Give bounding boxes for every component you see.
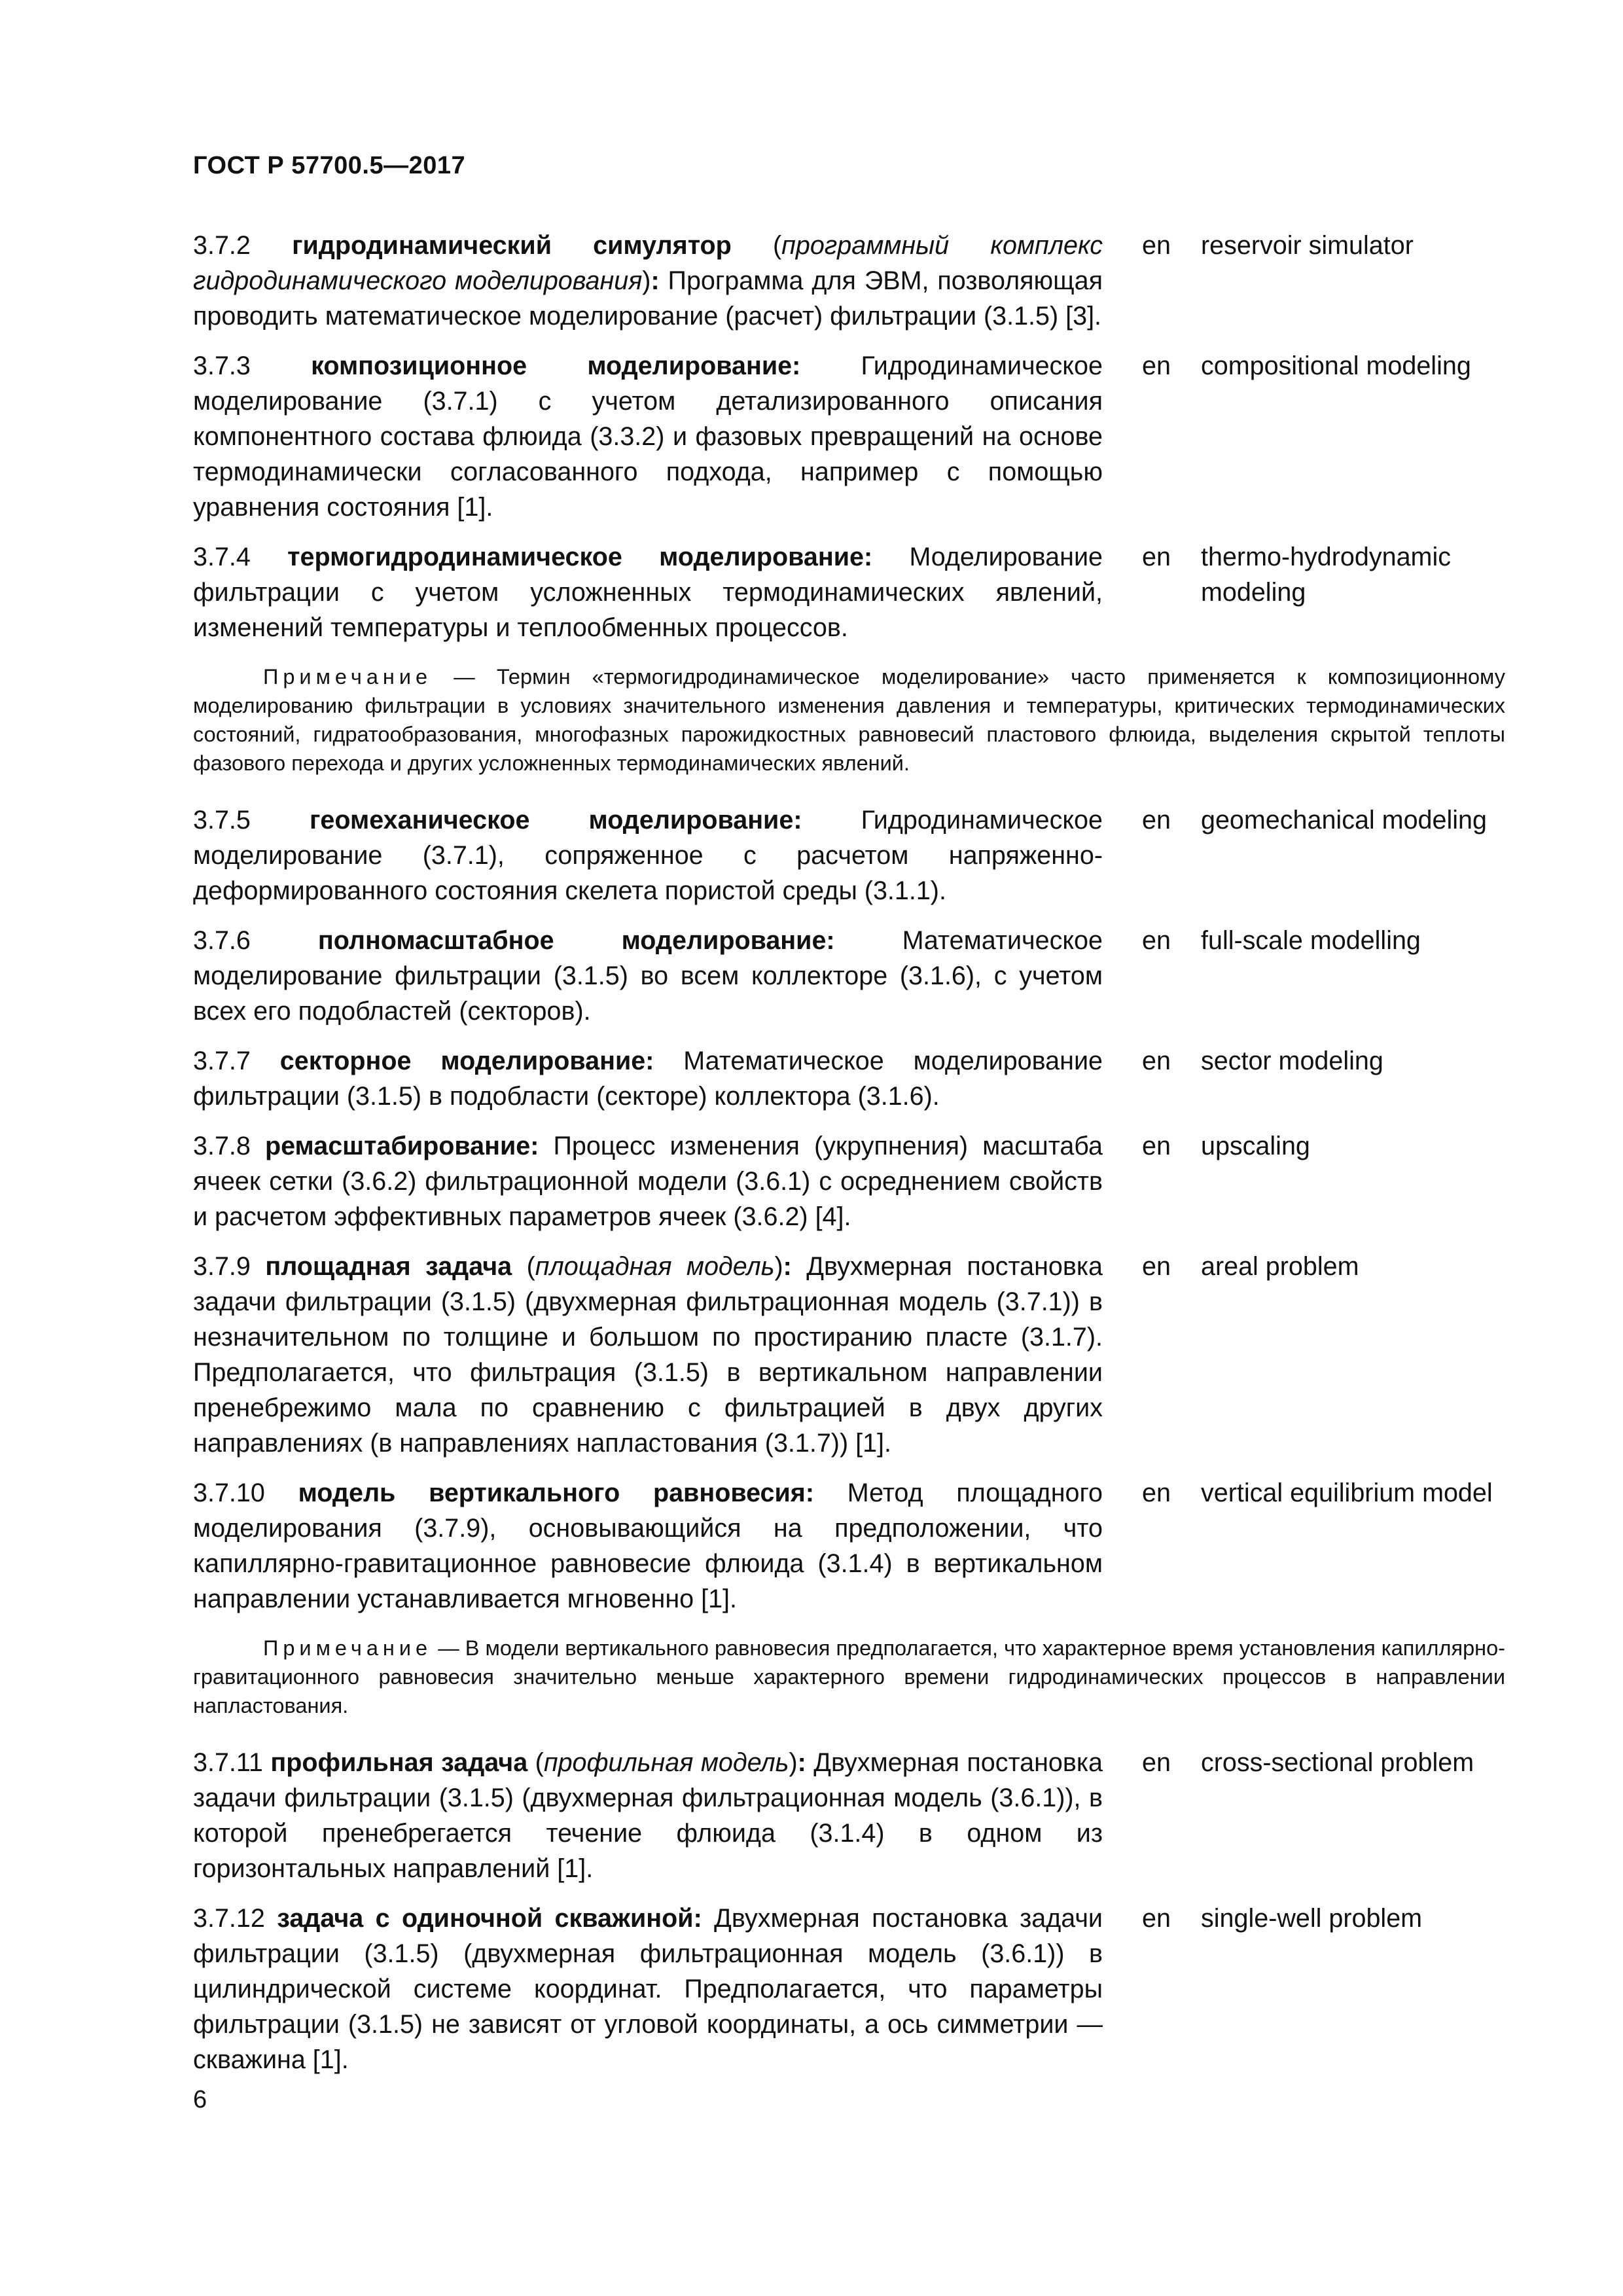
term-entry-3-7-2 (193, 228, 1505, 334)
term-entry-3-7-6 (193, 923, 1505, 1029)
term-definition (193, 348, 1103, 525)
language-code: en (1142, 1748, 1171, 1777)
term-number: 3.7.6 (193, 926, 251, 955)
language-code: en (1142, 806, 1171, 834)
term-entry-3-7-12 (193, 1901, 1505, 2077)
term-text: Гидродинамическое моделирование (3.7.1) с учетом детализированного описания компонентного состава флюида (3.3.2) и фазовых превращений на основе термодинамически согласованного подхода, например с помощью уравнения состояния [1]. (193, 351, 1103, 522)
term-synonym: площадная модель (535, 1252, 775, 1281)
term-text: Метод площадного моделирования (3.7.9), основывающийся на предположении, что капиллярно-гравитационное равновесие флюида (3.1.4) в вертикальном направлении устанавливается мгновенно [1]. (193, 1479, 1103, 1613)
term-definition (193, 1128, 1103, 1234)
term-name: геомеханическое моделирование: (309, 806, 802, 834)
term-number: 3.7.5 (193, 806, 251, 834)
term-entry-3-7-8 (193, 1128, 1505, 1234)
language-code: en (1142, 1252, 1171, 1281)
term-name: модель вертикального равновесия: (298, 1479, 814, 1507)
term-text: Двухмерная постановка задачи фильтрации (3.1.5) (двухмерная фильтрационная модель (3.6.1)) в цилиндрической системе координат. Предполагается, что параметры фильтрации (3.1.5) не зависят от угловой координаты, а ось симметрии — скважина [1]. (193, 1904, 1103, 2074)
language-code: en (1142, 926, 1171, 955)
english-equivalent: single-well problem (1201, 1904, 1423, 1933)
english-equivalent: sector modeling (1201, 1047, 1383, 1075)
english-equivalent: geomechanical modeling (1201, 806, 1487, 834)
term-number: 3.7.11 (193, 1748, 263, 1777)
term-entry-3-7-3 (193, 348, 1505, 525)
note-label: Примечание (263, 665, 433, 689)
note-text: — В модели вертикального равновесия предполагается, что характерное время установления капиллярно-гравитационного равновесия значительно меньше характерного времени гидродинамических процессов в направлении напластования. (193, 1636, 1505, 1717)
note-paragraph (193, 1634, 1505, 1720)
term-definition (193, 539, 1103, 645)
term-definition: 3.7.2 гидродинамический симулятор (программный комплекс гидродинамического моделирования): Программа для ЭВМ, позволяющая проводить математическое моделирование (расчет) фильтрации (3.1.5) [3]. (193, 231, 1103, 331)
term-number: 3.7.8 (193, 1132, 251, 1160)
note-text: — Термин «термогидродинамическое моделирование» часто применяется к композиционному моделированию фильтрации в условиях значительного изменения давления и температуры, критических термодинамических состояний, гидратообразования, многофазных парожидкостных равновесий пластового флюида, выделения скрытой теплоты фазового перехода и других усложненных термодинамических явлений. (193, 665, 1506, 775)
term-name: площадная задача (265, 1252, 512, 1281)
page-number: 6 (193, 2086, 207, 2113)
term-definition: 3.7.11 профильная задача (профильная модель): Двухмерная постановка задачи фильтрации (3.1.5) (двухмерная фильтрационная модель (3.6.1)), в которой пренебрегается течение флюида (3.1.4) в одном из горизонтальных направлений [1]. (193, 1748, 1103, 1883)
term-name: гидродинамический симулятор (292, 231, 732, 260)
note-label: Примечание (263, 1636, 433, 1660)
term-text: Процесс изменения (укрупнения) масштаба ячеек сетки (3.6.2) фильтрационной модели (3.6.1) с осреднением свойств и расчетом эффективных параметров ячеек (3.6.2) [4]. (193, 1132, 1103, 1231)
english-equivalent: cross-sectional problem (1201, 1748, 1474, 1777)
language-code: en (1142, 1479, 1171, 1507)
term-text: Двухмерная постановка задачи фильтрации (3.1.5) (двухмерная фильтрационная модель (3.6.1)), в которой пренебрегается течение флюида (3.1.4) в одном из горизонтальных направлений [1]. (193, 1748, 1103, 1883)
term-definition (193, 923, 1103, 1029)
term-text: Гидродинамическое моделирование (3.7.1), сопряженное с расчетом напряженно-деформированного состояния скелета пористой среды (3.1.1). (193, 806, 1103, 905)
document-header: ГОСТ Р 57700.5—2017 (193, 152, 466, 179)
english-equivalent: full-scale modelling (1201, 926, 1421, 955)
english-equivalent: thermo-hydrodynamic modeling (1201, 543, 1451, 607)
term-text: Двухмерная постановка задачи фильтрации (3.1.5) (двухмерная фильтрационная модель (3.7.1)) в незначительном по толщине и большом по простиранию пласте (3.1.7). Предполагается, что фильтрация (3.1.5) в вертикальном направлении пренебрежимо мала по сравнению с фильтрацией в двух других направлениях (в направлениях напластования (3.1.7)) [1]. (193, 1252, 1103, 1458)
term-entry-3-7-10 (193, 1475, 1505, 1617)
term-number: 3.7.9 (193, 1252, 251, 1281)
english-equivalent: reservoir simulator (1201, 231, 1414, 260)
english-equivalent: areal problem (1201, 1252, 1359, 1281)
language-code: en (1142, 1047, 1171, 1075)
term-name: термогидродинамическое моделирование: (287, 543, 873, 571)
term-text: Программа для ЭВМ, позволяющая проводить математическое моделирование (расчет) фильтрации (3.1.5) [3]. (193, 266, 1103, 331)
term-name: секторное моделирование: (279, 1047, 654, 1075)
language-code: en (1142, 1132, 1171, 1160)
term-entry-3-7-11 (193, 1745, 1505, 1886)
term-entry-3-7-4 (193, 539, 1505, 645)
term-number: 3.7.3 (193, 351, 251, 380)
term-synonym: профильная модель (543, 1748, 789, 1777)
english-equivalent: vertical equilibrium model (1201, 1479, 1493, 1507)
term-entry-3-7-5 (193, 802, 1505, 908)
note-paragraph (193, 662, 1505, 778)
language-code: en (1142, 351, 1171, 380)
term-name: профильная задача (270, 1748, 528, 1777)
term-number: 3.7.7 (193, 1047, 251, 1075)
term-text: Математическое моделирование фильтрации (3.1.5) во всем коллекторе (3.1.6), с учетом всех его подобластей (секторов). (193, 926, 1103, 1026)
term-number: 3.7.12 (193, 1904, 265, 1933)
term-text: Моделирование фильтрации с учетом усложненных термодинамических явлений, изменений температуры и теплообменных процессов. (193, 543, 1103, 642)
english-equivalent: upscaling (1201, 1132, 1310, 1160)
term-definition (193, 802, 1103, 908)
english-equivalent: compositional modeling (1201, 351, 1471, 380)
term-number: 3.7.10 (193, 1479, 265, 1507)
term-name: задача с одиночной скважиной: (277, 1904, 702, 1933)
term-name: композиционное моделирование: (311, 351, 801, 380)
language-code: en (1142, 543, 1171, 571)
term-definition (193, 1043, 1103, 1114)
term-name: ремасштабирование: (264, 1132, 539, 1160)
term-definition (193, 1901, 1103, 2077)
term-definition (193, 1475, 1103, 1617)
language-code: en (1142, 1904, 1171, 1933)
term-synonym: программный комплекс гидродинамического моделирования (193, 231, 1103, 295)
term-name: полномасштабное моделирование: (317, 926, 835, 955)
term-number: 3.7.4 (193, 543, 251, 571)
terms-content (193, 228, 1505, 2092)
term-entry-3-7-9 (193, 1249, 1505, 1461)
term-entry-3-7-7 (193, 1043, 1505, 1114)
term-text: Математическое моделирование фильтрации (3.1.5) в подобласти (секторе) коллектора (3.1.6). (193, 1047, 1103, 1111)
term-definition: 3.7.9 площадная задача (площадная модель): Двухмерная постановка задачи фильтрации (3.1.5) (двухмерная фильтрационная модель (3.7.1)) в незначительном по толщине и большом по простиранию пласте (3.1.7). Предполагается, что фильтрация (3.1.5) в вертикальном направлении пренебрежимо мала по сравнению с фильтрацией в двух других направлениях (в направлениях напластования (3.1.7)) [1]. (193, 1252, 1103, 1458)
language-code: en (1142, 231, 1171, 260)
term-number: 3.7.2 (193, 231, 251, 260)
